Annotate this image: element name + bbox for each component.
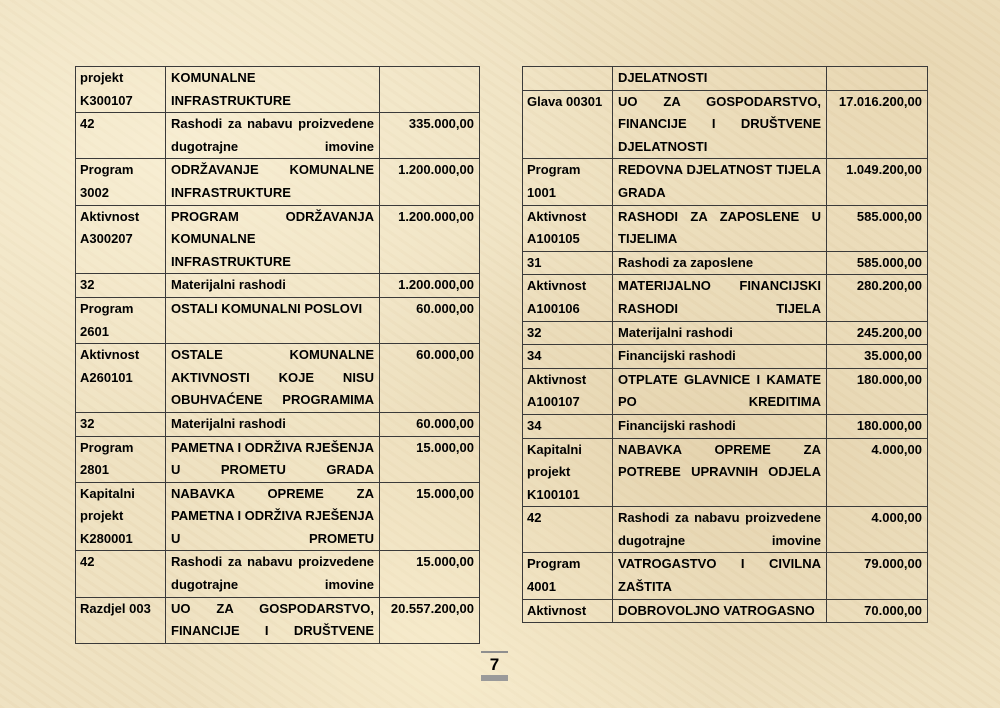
account-code-cell: Aktivnost A100107	[523, 368, 613, 414]
table-row	[76, 482, 480, 551]
description-cell: PAMETNA I ODRŽIVA RJEŠENJA U PROMETU GRADA	[166, 436, 380, 482]
table-row	[76, 113, 480, 159]
amount-cell: 585.000,00	[827, 251, 928, 275]
account-code-cell: 42	[76, 551, 166, 597]
account-code-cell: Program 3002	[76, 159, 166, 205]
budget-table-left-body	[76, 67, 480, 644]
amount-cell: 70.000,00	[827, 599, 928, 623]
amount-cell: 15.000,00	[380, 551, 480, 597]
amount-cell: 1.200.000,00	[380, 159, 480, 205]
description-cell: DJELATNOSTI	[613, 67, 827, 91]
budget-table-right	[522, 66, 928, 623]
table-row	[523, 599, 928, 623]
page-number	[481, 651, 508, 681]
account-code-cell: Aktivnost A300207	[76, 205, 166, 274]
account-code-cell: 32	[76, 274, 166, 298]
account-code-cell: 34	[523, 414, 613, 438]
amount-cell: 1.049.200,00	[827, 159, 928, 205]
description-cell: Rashodi za zaposlene	[613, 251, 827, 275]
account-code-cell: Aktivnost A100106	[523, 275, 613, 321]
account-code-cell	[523, 67, 613, 91]
description-cell: KOMUNALNE INFRASTRUKTURE	[166, 67, 380, 113]
description-cell: UO ZA GOSPODARSTVO, FINANCIJE I DRUŠTVENE DJELATNOSTI	[613, 90, 827, 159]
description-cell: PROGRAM ODRŽAVANJA KOMUNALNE INFRASTRUKTURE	[166, 205, 380, 274]
table-row	[523, 275, 928, 321]
account-code-cell: 42	[76, 113, 166, 159]
table-row	[523, 345, 928, 369]
table-row	[523, 438, 928, 507]
table-row	[76, 297, 480, 343]
amount-cell: 180.000,00	[827, 414, 928, 438]
account-code-cell: 42	[523, 507, 613, 553]
account-code-cell: Kapitalni projekt K100101	[523, 438, 613, 507]
description-cell: Materijalni rashodi	[166, 274, 380, 298]
account-code-cell: Aktivnost	[523, 599, 613, 623]
amount-cell: 20.557.200,00	[380, 597, 480, 643]
amount-cell: 79.000,00	[827, 553, 928, 599]
amount-cell: 60.000,00	[380, 297, 480, 343]
budget-table-right-body	[523, 67, 928, 623]
table-row	[523, 90, 928, 159]
description-cell: Materijalni rashodi	[166, 412, 380, 436]
description-cell: Rashodi za nabavu proizvedene dugotrajne imovine	[166, 551, 380, 597]
account-code-cell: Program 2601	[76, 297, 166, 343]
amount-cell: 15.000,00	[380, 482, 480, 551]
amount-cell: 4.000,00	[827, 438, 928, 507]
account-code-cell: Aktivnost A100105	[523, 205, 613, 251]
budget-table-left	[75, 66, 480, 644]
description-cell: NABAVKA OPREME ZA POTREBE UPRAVNIH ODJELA	[613, 438, 827, 507]
account-code-cell: Razdjel 003	[76, 597, 166, 643]
account-code-cell: Program 2801	[76, 436, 166, 482]
amount-cell: 1.200.000,00	[380, 205, 480, 274]
amount-cell: 15.000,00	[380, 436, 480, 482]
description-cell: MATERIJALNO FINANCIJSKI RASHODI TIJELA	[613, 275, 827, 321]
table-row	[76, 344, 480, 413]
table-row	[76, 205, 480, 274]
description-cell: Financijski rashodi	[613, 414, 827, 438]
account-code-cell: Glava 00301	[523, 90, 613, 159]
description-cell: OTPLATE GLAVNICE I KAMATE PO KREDITIMA	[613, 368, 827, 414]
description-cell: ODRŽAVANJE KOMUNALNE INFRASTRUKTURE	[166, 159, 380, 205]
account-code-cell: Program 1001	[523, 159, 613, 205]
table-row	[523, 205, 928, 251]
description-cell: Materijalni rashodi	[613, 321, 827, 345]
description-cell: OSTALI KOMUNALNI POSLOVI	[166, 297, 380, 343]
amount-cell: 60.000,00	[380, 344, 480, 413]
amount-cell: 585.000,00	[827, 205, 928, 251]
account-code-cell: 32	[76, 412, 166, 436]
amount-cell: 35.000,00	[827, 345, 928, 369]
table-row	[76, 159, 480, 205]
amount-cell	[380, 67, 480, 113]
amount-cell	[827, 67, 928, 91]
amount-cell: 245.200,00	[827, 321, 928, 345]
amount-cell: 1.200.000,00	[380, 274, 480, 298]
table-row	[523, 507, 928, 553]
table-row	[523, 553, 928, 599]
amount-cell: 180.000,00	[827, 368, 928, 414]
description-cell: Rashodi za nabavu proizvedene dugotrajne imovine	[166, 113, 380, 159]
table-row	[523, 368, 928, 414]
table-row	[523, 159, 928, 205]
description-cell: RASHODI ZA ZAPOSLENE U TIJELIMA	[613, 205, 827, 251]
description-cell: DOBROVOLJNO VATROGASNO	[613, 599, 827, 623]
page-number-text: 7	[489, 655, 500, 674]
table-row	[76, 67, 480, 113]
account-code-cell: 34	[523, 345, 613, 369]
account-code-cell: Kapitalni projekt K280001	[76, 482, 166, 551]
description-cell: Rashodi za nabavu proizvedene dugotrajne imovine	[613, 507, 827, 553]
description-cell: VATROGASTVO I CIVILNA ZAŠTITA	[613, 553, 827, 599]
description-cell: OSTALE KOMUNALNE AKTIVNOSTI KOJE NISU OBUHVAĆENE PROGRAMIMA	[166, 344, 380, 413]
table-row	[523, 321, 928, 345]
table-row	[76, 597, 480, 643]
table-row	[76, 551, 480, 597]
description-cell: REDOVNA DJELATNOST TIJELA GRADA	[613, 159, 827, 205]
amount-cell: 4.000,00	[827, 507, 928, 553]
table-row	[76, 274, 480, 298]
amount-cell: 335.000,00	[380, 113, 480, 159]
account-code-cell: 32	[523, 321, 613, 345]
table-row	[523, 67, 928, 91]
table-row	[76, 412, 480, 436]
description-cell: Financijski rashodi	[613, 345, 827, 369]
amount-cell: 60.000,00	[380, 412, 480, 436]
table-row	[523, 414, 928, 438]
account-code-cell: projekt K300107	[76, 67, 166, 113]
amount-cell: 280.200,00	[827, 275, 928, 321]
account-code-cell: Aktivnost A260101	[76, 344, 166, 413]
description-cell: UO ZA GOSPODARSTVO, FINANCIJE I DRUŠTVENE	[166, 597, 380, 643]
description-cell: NABAVKA OPREME ZA PAMETNA I ODRŽIVA RJEŠENJA U PROMETU	[166, 482, 380, 551]
page-number-bar	[481, 675, 508, 681]
table-row	[523, 251, 928, 275]
table-row	[76, 436, 480, 482]
account-code-cell: 31	[523, 251, 613, 275]
amount-cell: 17.016.200,00	[827, 90, 928, 159]
account-code-cell: Program 4001	[523, 553, 613, 599]
